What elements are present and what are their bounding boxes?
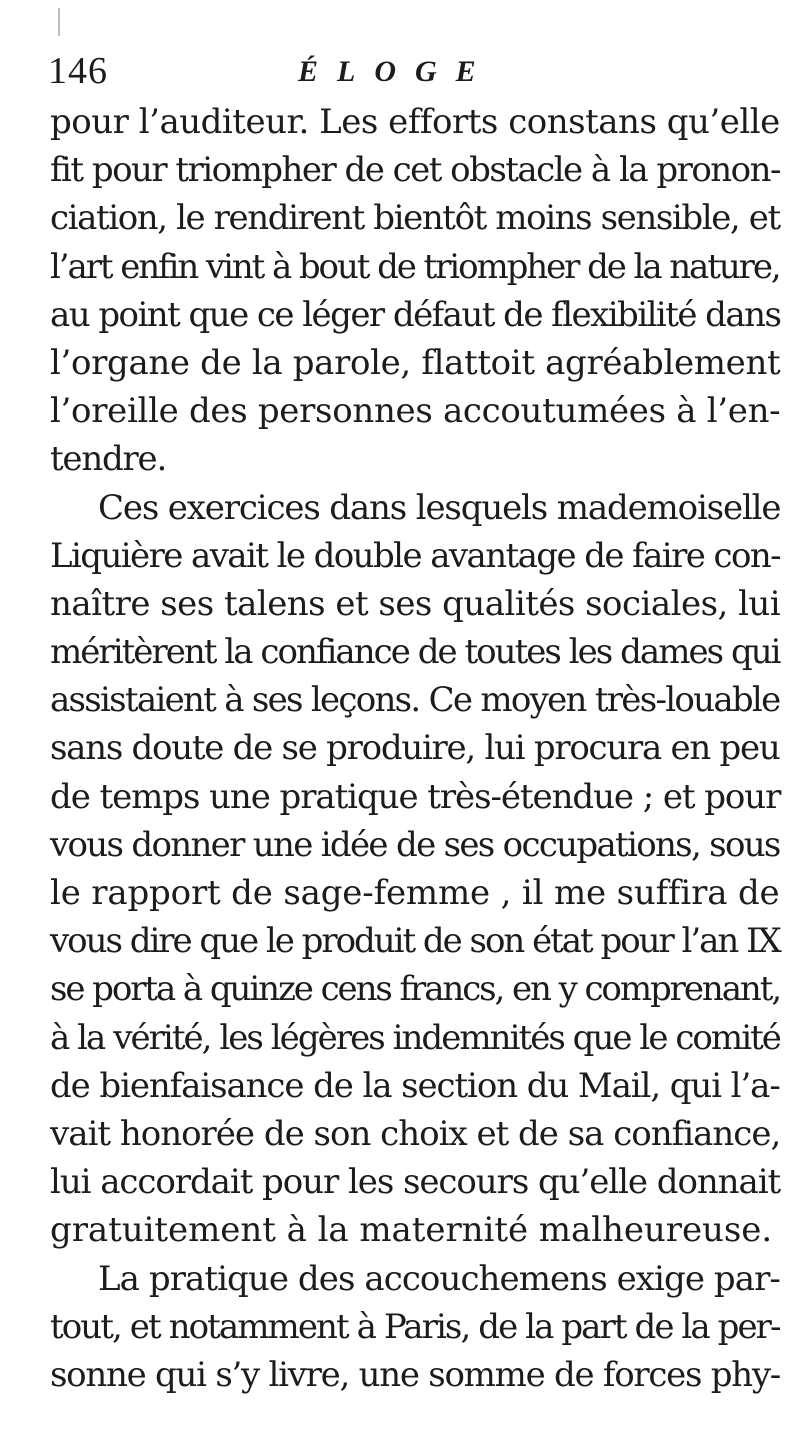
- text-line: Liquière avait le double avantage de faire con-: [50, 535, 781, 576]
- text-line: à la vérité, les légères indemnités que le comité: [50, 1017, 780, 1058]
- text-line: lui accordait pour les secours qu’elle donnait: [50, 1162, 781, 1203]
- text-line: méritèrent la confiance de toutes les dames qui: [50, 632, 780, 673]
- page-number: 146: [48, 50, 108, 92]
- text-line: de temps une pratique très-étendue ; et pour: [50, 776, 781, 817]
- text-line: l’organe de la parole, flattoit agréablement: [50, 342, 781, 383]
- text-line: fit pour triompher de cet obstacle à la pronon-: [50, 150, 780, 191]
- text-line: pour l’auditeur. Les efforts constans qu’elle: [50, 102, 780, 142]
- text-line: ciation, le rendirent bientôt moins sensible, et: [50, 198, 780, 239]
- running-head: ÉLOGE: [298, 55, 495, 88]
- text-line: au point que ce léger défaut de flexibilité dans: [50, 294, 781, 335]
- page-header: [48, 46, 768, 96]
- text-line: sans doute de se produire, lui procura en peu: [50, 728, 780, 769]
- text-line: gratuitement à la maternité malheureuse.: [50, 1210, 773, 1251]
- text-line: tendre.: [50, 439, 167, 480]
- paragraph-start-line: Ces exercices dans lesquels mademoiselle: [98, 487, 781, 528]
- paragraph-start-line: La pratique des accouchemens exige par-: [98, 1258, 780, 1299]
- scan-artifact: [58, 8, 60, 36]
- text-line: se porta à quinze cens francs, en y comprenant,: [50, 969, 781, 1010]
- text-line: de bienfaisance de la section du Mail, qui l’a-: [50, 1065, 780, 1106]
- text-line: vous donner une idée de ses occupations, sous: [50, 824, 780, 865]
- text-line: l’art enfin vint à bout de triompher de la nature,: [50, 246, 780, 287]
- text-line: le rapport de sage-femme , il me suffira de: [50, 873, 780, 913]
- body-text: [50, 98, 790, 1399]
- text-line: vous dire que le produit de son état pour l’an IX: [50, 921, 780, 962]
- text-line: l’oreille des personnes accoutumées à l’en-: [50, 391, 781, 432]
- text-line: tout, et notamment à Paris, de la part de la per-: [50, 1306, 780, 1347]
- text-line: assistaient à ses leçons. Ce moyen très-louable: [50, 680, 780, 721]
- text-line: naître ses talens et ses qualités sociales, lui: [50, 583, 781, 624]
- text-line: sonne qui s’y livre, une somme de forces phy-: [50, 1354, 781, 1395]
- text-line: vait honorée de son choix et de sa confiance,: [50, 1113, 781, 1154]
